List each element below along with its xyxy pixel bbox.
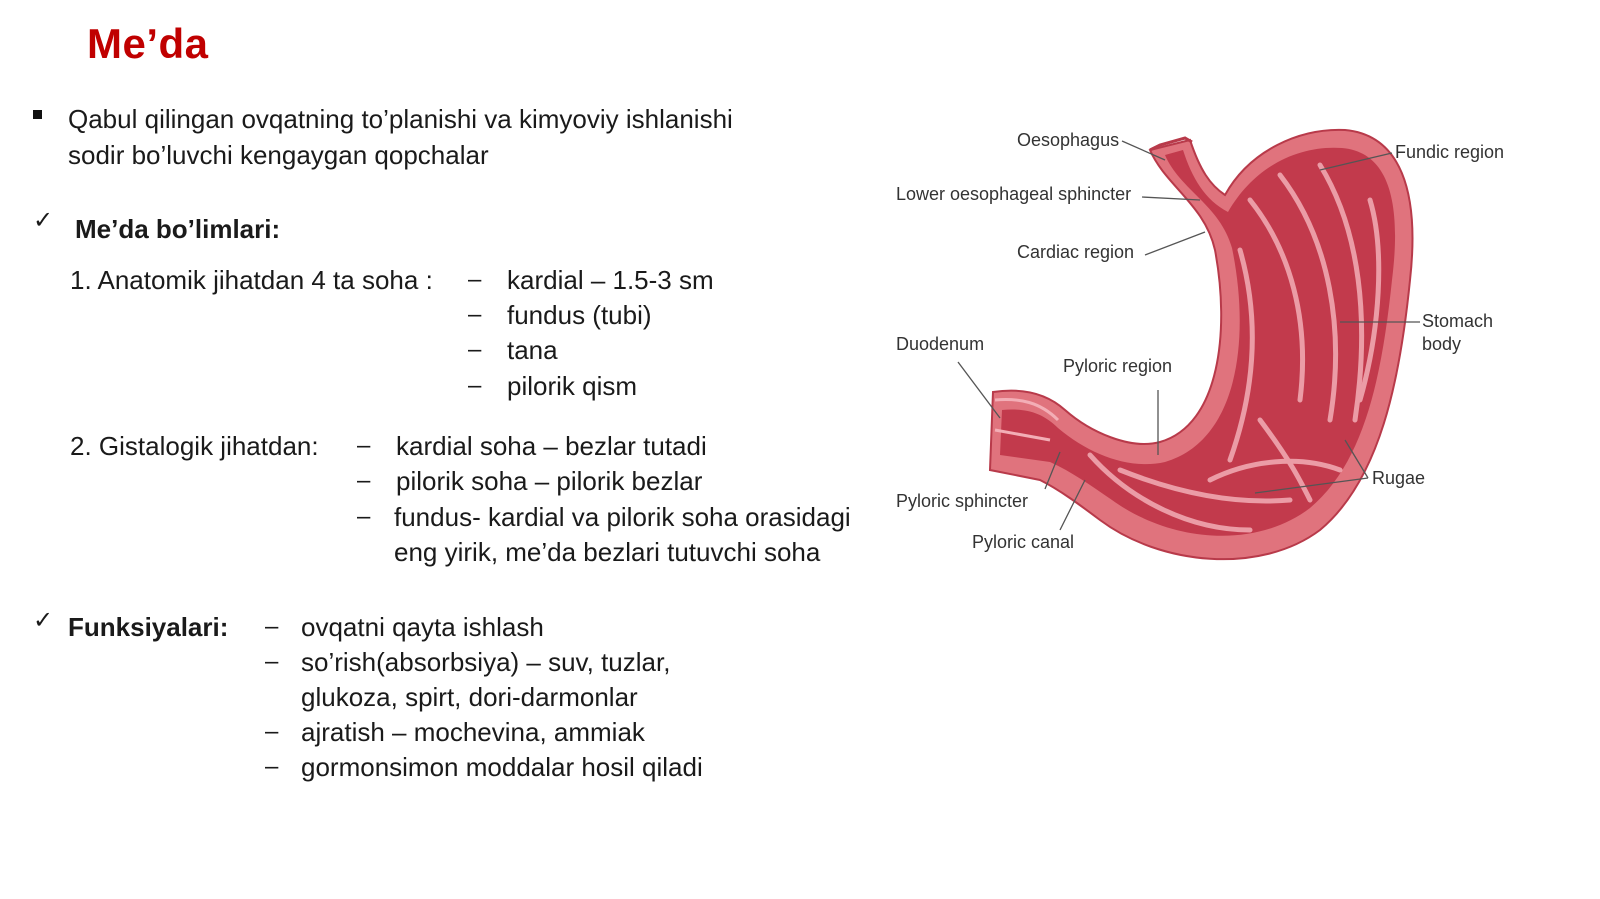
dash-marker: – <box>468 336 482 363</box>
checkmark-icon: ✓ <box>33 606 54 634</box>
dash-marker: – <box>357 503 371 530</box>
label-duodenum: Duodenum <box>896 334 985 354</box>
dash-marker: – <box>265 613 279 640</box>
histologic-label: 2. Gistalogik jihatdan: <box>70 431 319 461</box>
function-item: so’rish(absorbsiya) – suv, tuzlar, <box>301 647 671 677</box>
label-cardiac-region: Cardiac region <box>1017 242 1135 262</box>
label-pyloric-sphincter: Pyloric sphincter <box>896 491 1029 511</box>
label-stomach-body-2: body <box>1422 334 1462 354</box>
checkmark-icon: ✓ <box>33 206 54 234</box>
histologic-item: pilorik soha – pilorik bezlar <box>396 466 703 496</box>
dash-marker: – <box>357 432 371 459</box>
dash-marker: – <box>468 301 482 328</box>
anatomic-item: fundus (tubi) <box>507 300 652 330</box>
label-pyloric-canal: Pyloric canal <box>972 532 1075 552</box>
dash-marker: – <box>265 648 279 675</box>
label-pyloric-region: Pyloric region <box>1063 356 1173 376</box>
histologic-item: kardial soha – bezlar tutadi <box>396 431 707 461</box>
anatomic-item: tana <box>507 335 558 365</box>
label-fundic-region: Fundic region <box>1395 142 1505 162</box>
intro-line-2: sodir bo’luvchi kengaygan qopchalar <box>68 140 489 170</box>
histologic-item: fundus- kardial va pilorik soha orasidagi <box>394 502 851 532</box>
label-lower-oesophageal-sphincter: Lower oesophageal sphincter <box>896 184 1132 204</box>
anatomic-item: kardial – 1.5-3 sm <box>507 265 714 295</box>
dash-marker: – <box>265 753 279 780</box>
dash-marker: – <box>468 266 482 293</box>
function-item: ovqatni qayta ishlash <box>301 612 544 642</box>
function-item: ajratish – mochevina, ammiak <box>301 717 645 747</box>
dash-marker: – <box>357 467 371 494</box>
functions-heading: Funksiyalari: <box>68 612 229 642</box>
label-oesophagus: Oesophagus <box>1017 130 1120 150</box>
function-item-continuation: glukoza, spirt, dori-darmonlar <box>301 682 638 712</box>
sections-heading: Me’da bo’limlari: <box>75 214 281 244</box>
histologic-item-continuation: eng yirik, me’da bezlari tutuvchi soha <box>394 537 821 567</box>
label-rugae: Rugae <box>1372 468 1426 488</box>
function-item: gormonsimon moddalar hosil qiladi <box>301 752 703 782</box>
anatomic-label: 1. Anatomik jihatdan 4 ta soha : <box>70 265 433 295</box>
dash-marker: – <box>468 372 482 399</box>
intro-line-1: Qabul qilingan ovqatning to’planishi va kimyoviy ishlanishi <box>68 104 733 134</box>
dash-marker: – <box>265 718 279 745</box>
anatomic-item: pilorik qism <box>507 371 638 401</box>
label-stomach-body: Stomach <box>1422 311 1494 331</box>
page-title: Me’da <box>87 20 209 67</box>
